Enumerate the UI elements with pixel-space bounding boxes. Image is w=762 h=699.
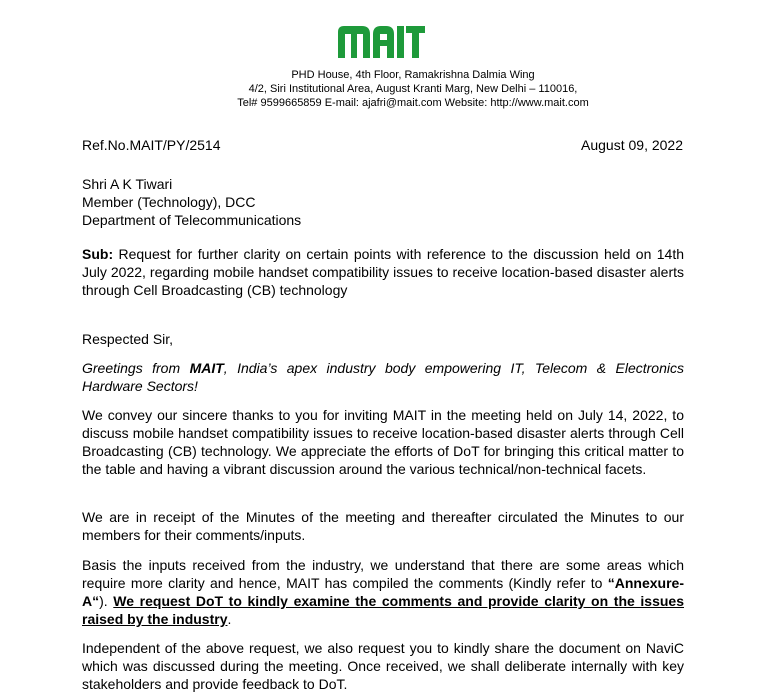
paragraph-3-pre: Basis the inputs received from the industry, we understand that there are some areas which require more clarity and hence, MAIT has compiled the comments (Kindly refer to: [82, 557, 684, 591]
subject-label: Sub:: [82, 246, 114, 262]
contact-line: Tel# 9599665859 E-mail: ajafri@mait.com Website: http://www.mait.com: [237, 97, 589, 109]
paragraph-1: We convey our sincere thanks to you for inviting MAIT in the meeting held on July 14, 2022, to discuss mobile handset compatibility issues to receive location-based disaster alerts through Cell Broadcasting (CB) technology. We appreciate the efforts of DoT for bringing this critical matter to the table and having a vibrant discussion around the various technical/non-technical facets.: [82, 407, 684, 477]
mait-logo: [0, 20, 762, 65]
reference-number: Ref.No.MAIT/PY/2514: [82, 137, 221, 153]
greeting-bold: MAIT: [189, 360, 224, 376]
recipient-department: Department of Telecommunications: [82, 212, 302, 228]
recipient-block: [82, 175, 301, 229]
greeting-post: , India’s apex industry body empowering IT, Telecom & Electronics Hardware Sectors!: [82, 360, 684, 394]
address-line-1: PHD House, 4th Floor, Ramakrishna Dalmia Wing: [291, 69, 535, 81]
greeting: [82, 359, 684, 395]
paragraph-4: Independent of the above request, we also request you to kindly share the document on NaviC which was discussed during the meeting. Once received, we shall deliberate internally with key stakeholders and provide feedback to DoT.: [82, 640, 684, 692]
paragraph-3-mid: ).: [99, 593, 114, 609]
subject-text: Request for further clarity on certain points with reference to the discussion held on 14th July 2022, regarding mobile handset compatibility issues to receive location-based disaster alerts through Cell Broadcasting (CB) technology: [82, 246, 684, 298]
paragraph-3-end: .: [227, 611, 232, 627]
address-line-2: 4/2, Siri Institutional Area, August Kranti Marg, New Delhi – 110016,: [248, 83, 578, 95]
request-underlined: We request DoT to kindly examine the comments and provide clarity on the issues raised by the industry: [82, 593, 684, 627]
paragraph-2: We are in receipt of the Minutes of the meeting and thereafter circulated the Minutes to our members for their comments/inputs.: [82, 509, 684, 543]
greeting-pre: Greetings from: [82, 360, 190, 376]
paragraph-3: [82, 556, 684, 628]
recipient-title: Member (Technology), DCC: [82, 194, 256, 210]
recipient-name: Shri A K Tiwari: [82, 176, 173, 192]
letter-date: August 09, 2022: [581, 137, 683, 153]
annexure-reference: “Annexure-A“: [82, 575, 684, 609]
mait-logo-mark: [336, 20, 426, 60]
subject: [82, 245, 684, 299]
salutation: Respected Sir,: [82, 331, 174, 347]
